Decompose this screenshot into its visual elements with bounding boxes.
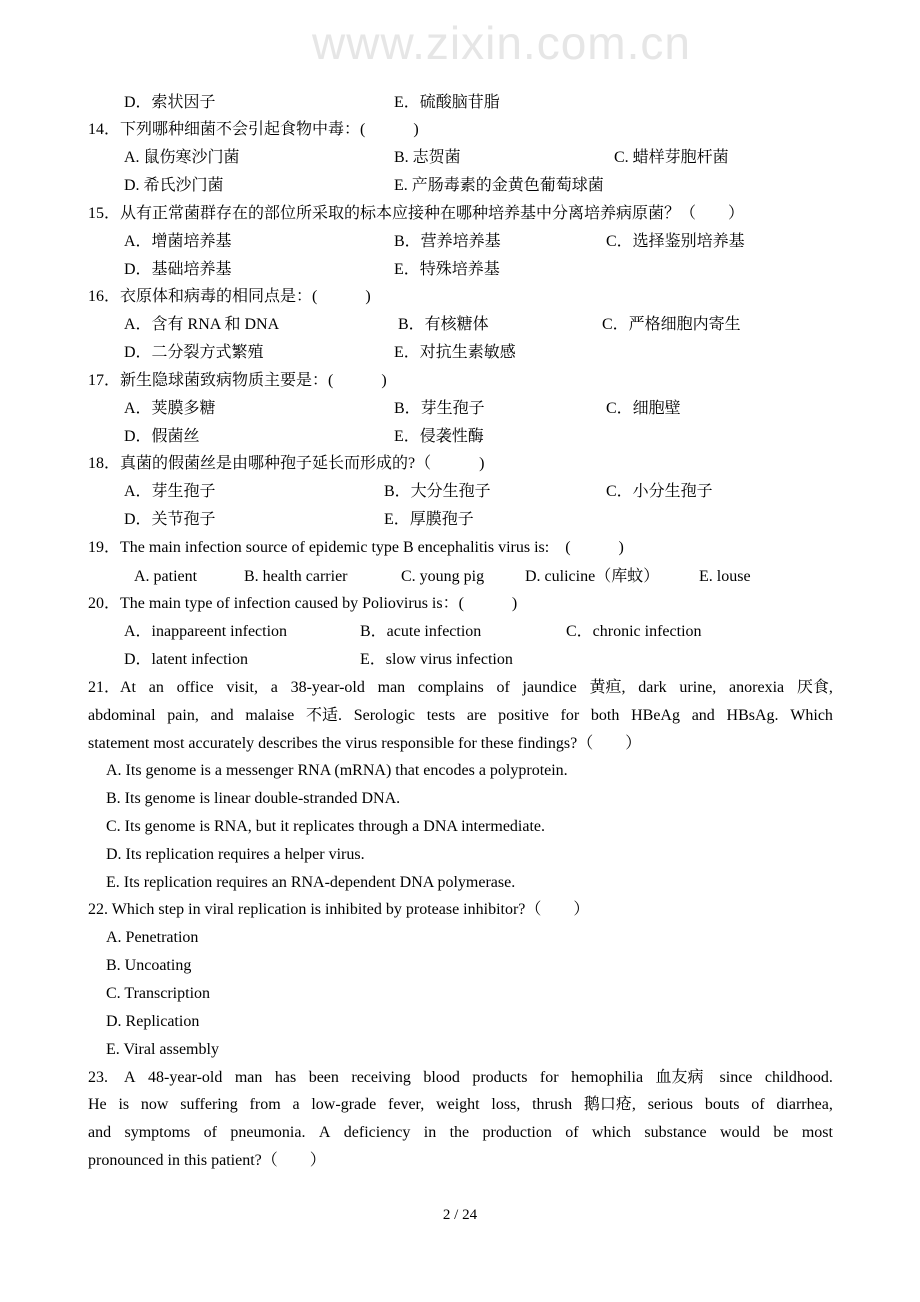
q19-option-e: E. louse [699,568,751,585]
q18-option-b: B．大分生孢子 [384,483,491,500]
q20-option-d: D．latent infection [124,651,248,668]
q15-option-e: E．特殊培养基 [394,261,500,278]
q20-option-c: C．chronic infection [566,623,702,640]
page-number: 2 / 24 [442,1207,478,1223]
q16-option-c: C．严格细胞内寄生 [602,316,741,333]
q23-stem-line-1: 23. A 48-year-old man has been receiving blood products for hemophilia 血友病 since childhood. [88,1069,833,1086]
q20-option-a: A．inappareent infection [124,623,288,640]
q14-option-c: C. 蜡样芽胞杆菌 [614,149,729,166]
q16-stem: 16．衣原体和病毒的相同点是：( ) [88,288,371,305]
q14-option-b: B. 志贺菌 [394,149,461,166]
q18-option-a: A．芽生孢子 [124,483,216,500]
q20-stem: 20．The main type of infection caused by Poliovirus is：( ) [88,595,518,612]
q16-option-e: E．对抗生素敏感 [394,344,516,361]
q22-option-d: D. Replication [106,1013,200,1030]
q21-option-a: A. Its genome is a messenger RNA (mRNA) that encodes a polyprotein. [106,762,568,779]
q14-stem: 14．下列哪种细菌不会引起食物中毒：( ) [88,121,419,138]
q18-option-d: D．关节孢子 [124,511,216,528]
q15-option-c: C．选择鉴别培养基 [606,233,745,250]
q15-option-d: D．基础培养基 [124,261,232,278]
q17-option-c: C．细胞壁 [606,400,681,417]
q17-option-e: E．侵袭性酶 [394,428,484,445]
q16-option-b: B．有核糖体 [398,316,489,333]
q14-option-a: A. 鼠伤寒沙门菌 [124,149,240,166]
q22-option-e: E. Viral assembly [106,1041,219,1058]
q19-option-d: D. culicine（库蚊） [525,568,660,585]
q21-option-d: D. Its replication requires a helper virus. [106,846,365,863]
q14-option-d: D. 希氏沙门菌 [124,177,224,194]
q13-option-d: D．索状因子 [124,94,216,111]
q17-stem: 17．新生隐球菌致病物质主要是：( ) [88,372,387,389]
q18-option-e: E．厚膜孢子 [384,511,474,528]
q15-option-a: A．增菌培养基 [124,233,232,250]
q18-option-c: C．小分生孢子 [606,483,713,500]
q17-option-a: A．荚膜多糖 [124,400,216,417]
q16-option-a: A．含有 RNA 和 DNA [124,316,280,333]
q22-stem: 22. Which step in viral replication is inhibited by protease inhibitor?（ ） [88,901,590,918]
q21-stem-line-3: statement most accurately describes the virus responsible for these findings?（ ） [88,735,642,752]
q19-stem: 19．The main infection source of epidemic type B encephalitis virus is: ( ) [88,539,624,556]
q19-option-c: C. young pig [401,568,485,585]
q21-option-e: E. Its replication requires an RNA-dependent DNA polymerase. [106,874,516,891]
q21-option-c: C. Its genome is RNA, but it replicates through a DNA intermediate. [106,818,546,835]
q14-option-e: E. 产肠毒素的金黄色葡萄球菌 [394,177,604,194]
q20-option-b: B．acute infection [360,623,482,640]
q23-stem-line-3: and symptoms of pneumonia. A deficiency in the production of which substance would be most [88,1124,833,1141]
q19-option-b: B. health carrier [244,568,348,585]
q15-option-b: B．营养培养基 [394,233,501,250]
q22-option-a: A. Penetration [106,929,199,946]
q21-option-b: B. Its genome is linear double-stranded DNA. [106,790,401,807]
q21-stem-line-1: 21．At an office visit, a 38-year-old man complains of jaundice 黄疸, dark urine, anorexia 厌食, [88,679,833,696]
q23-stem-line-2: He is now suffering from a low-grade fever, weight loss, thrush 鹅口疮, serious bouts of diarrhea, [88,1096,833,1113]
q22-option-b: B. Uncoating [106,957,192,974]
q17-option-b: B．芽生孢子 [394,400,485,417]
q17-option-d: D．假菌丝 [124,428,200,445]
watermark: www.zixin.com.cn [312,17,691,69]
q13-option-e: E．硫酸脑苷脂 [394,94,500,111]
q19-option-a: A. patient [134,568,198,585]
q18-stem: 18．真菌的假菌丝是由哪种孢子延长而形成的?（ ) [88,455,485,472]
q16-option-d: D．二分裂方式繁殖 [124,344,264,361]
q23-stem-line-4: pronounced in this patient?（ ） [88,1152,326,1169]
q15-stem: 15．从有正常菌群存在的部位所采取的标本应接种在哪种培养基中分离培养病原菌？（ ） [88,205,745,222]
q20-option-e: E．slow virus infection [360,651,513,668]
q22-option-c: C. Transcription [106,985,211,1002]
q21-stem-line-2: abdominal pain, and malaise 不适. Serologic tests are positive for both HBeAg and HBsAg. Which [88,707,833,724]
